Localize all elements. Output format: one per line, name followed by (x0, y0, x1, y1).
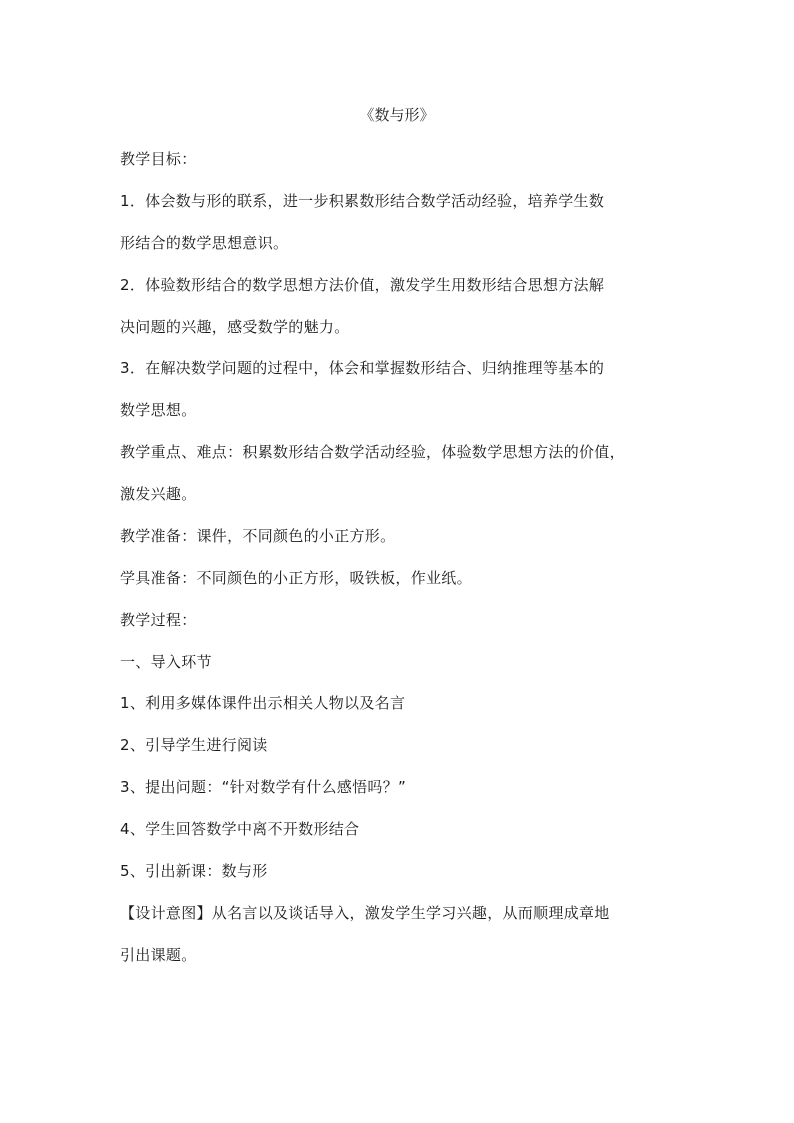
process-step-3: 3、提出问题：“针对数学有什么感悟吗？” (120, 778, 407, 796)
section-heading-objectives: 教学目标： (120, 150, 197, 168)
student-materials: 学具准备：不同颜色的小正方形，吸铁板，作业纸。 (120, 569, 472, 587)
design-intent-line-1: 【设计意图】从名言以及谈话导入，激发学生学习兴趣，从而顺理成章地 (120, 904, 610, 922)
objective-2-line-1: 2．体验数形结合的数学思想方法价值，激发学生用数形结合思想方法解 (120, 276, 605, 294)
objective-1-line-1: 1．体会数与形的联系，进一步积累数形结合数学活动经验，培养学生数 (120, 192, 605, 210)
process-step-4: 4、学生回答数学中离不开数形结合 (120, 820, 360, 838)
key-points-line-2: 激发兴趣。 (120, 485, 197, 503)
teaching-preparation: 教学准备：课件，不同颜色的小正方形。 (120, 527, 396, 545)
process-step-5: 5、引出新课：数与形 (120, 862, 268, 880)
objective-3-line-2: 数学思想。 (120, 401, 197, 419)
key-points-line-1: 教学重点、难点：积累数形结合数学活动经验，体验数学思想方法的价值， (120, 443, 625, 461)
design-intent-line-2: 引出课题。 (120, 946, 197, 964)
process-step-2: 2、引导学生进行阅读 (120, 736, 268, 754)
objective-3-line-1: 3．在解决数学问题的过程中，体会和掌握数形结合、归纳推理等基本的 (120, 359, 605, 377)
document-title: 《数与形》 (359, 106, 435, 124)
section-heading-process: 教学过程： (120, 611, 197, 629)
subsection-intro: 一、导入环节 (120, 653, 212, 671)
process-step-1: 1、利用多媒体课件出示相关人物以及名言 (120, 694, 406, 712)
objective-1-line-2: 形结合的数学思想意识。 (120, 234, 289, 252)
objective-2-line-2: 决问题的兴趣，感受数学的魅力。 (120, 318, 350, 336)
